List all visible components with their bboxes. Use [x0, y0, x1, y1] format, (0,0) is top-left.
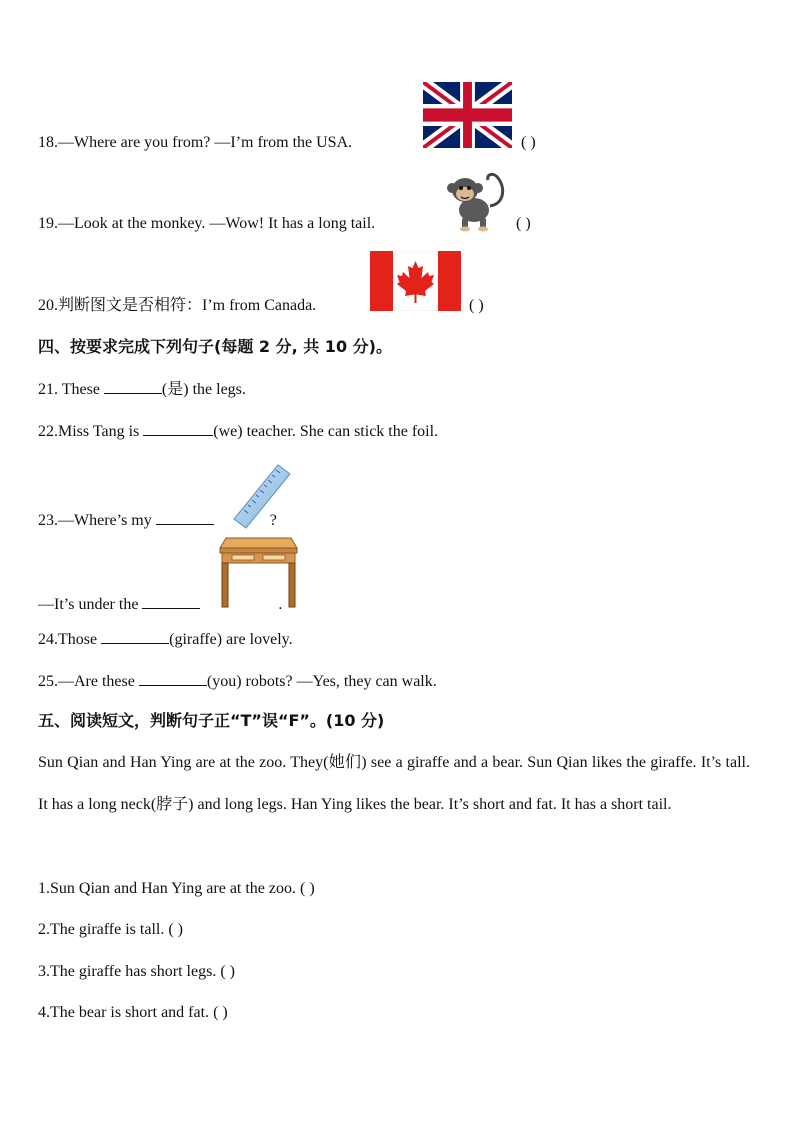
canada-flag-icon — [370, 251, 461, 311]
fill-blank-25[interactable] — [139, 671, 207, 686]
section-5-heading: 五、阅读短文，判断句子正“T”误“F”。(10 分) — [38, 711, 385, 730]
statement-3: 3.The giraffe has short legs. ( ) — [38, 963, 235, 980]
answer-bracket-20[interactable]: ( ) — [469, 297, 484, 314]
monkey-icon — [442, 166, 508, 232]
statement-2: 2.The giraffe is tall. ( ) — [38, 921, 183, 938]
question-19 — [38, 214, 375, 234]
statement-4: 4.The bear is short and fat. ( ) — [38, 1004, 228, 1021]
question-19-text: 19.—Look at the monkey. —Wow! It has a long tail. — [38, 215, 376, 232]
reading-passage: Sun Qian and Han Ying are at the zoo. They(她们) see a giraffe and a bear. Sun Qian likes the giraffe. It’s tall. It has a long neck(脖子) and long legs. Han Ying likes the bear. It’s short and fat. It has a short tail. — [38, 754, 750, 813]
uk-flag-icon — [423, 82, 512, 148]
answer-bracket-s3[interactable]: ( ) — [220, 963, 235, 980]
answer-bracket-19[interactable]: ( ) — [516, 215, 531, 232]
statement-1: 1.Sun Qian and Han Ying are at the zoo. ( ) — [38, 880, 315, 897]
answer-bracket-18[interactable]: ( ) — [521, 134, 536, 151]
fill-blank-24[interactable] — [101, 629, 169, 644]
answer-bracket-s2[interactable]: ( ) — [168, 921, 183, 938]
question-21: 21. These (是) the legs. — [38, 381, 246, 398]
fill-blank-23b[interactable] — [142, 594, 200, 609]
question-20 — [38, 296, 316, 316]
fill-blank-22[interactable] — [143, 421, 213, 436]
section-4-heading: 四、按要求完成下列句子(每题 2 分, 共 10 分)。 — [38, 337, 392, 356]
question-24: 24.Those (giraffe) are lovely. — [38, 631, 293, 648]
question-23-line-2: —It’s under the . — [38, 596, 283, 613]
question-18-text: 18.—Where are you from? —I’m from the USA. — [38, 134, 353, 151]
question-23-line-1: 23.—Where’s my ? — [38, 512, 277, 529]
question-20-text: 20.判断图文是否相符：I’m from Canada. — [38, 297, 317, 314]
question-25: 25.—Are these (you) robots? —Yes, they can walk. — [38, 673, 437, 690]
answer-bracket-s4[interactable]: ( ) — [213, 1004, 228, 1021]
question-18 — [38, 133, 352, 153]
question-22: 22.Miss Tang is (we) teacher. She can stick the foil. — [38, 423, 439, 440]
fill-blank-23a[interactable] — [156, 510, 214, 525]
fill-blank-21[interactable] — [104, 379, 162, 394]
answer-bracket-s1[interactable]: ( ) — [300, 880, 315, 897]
